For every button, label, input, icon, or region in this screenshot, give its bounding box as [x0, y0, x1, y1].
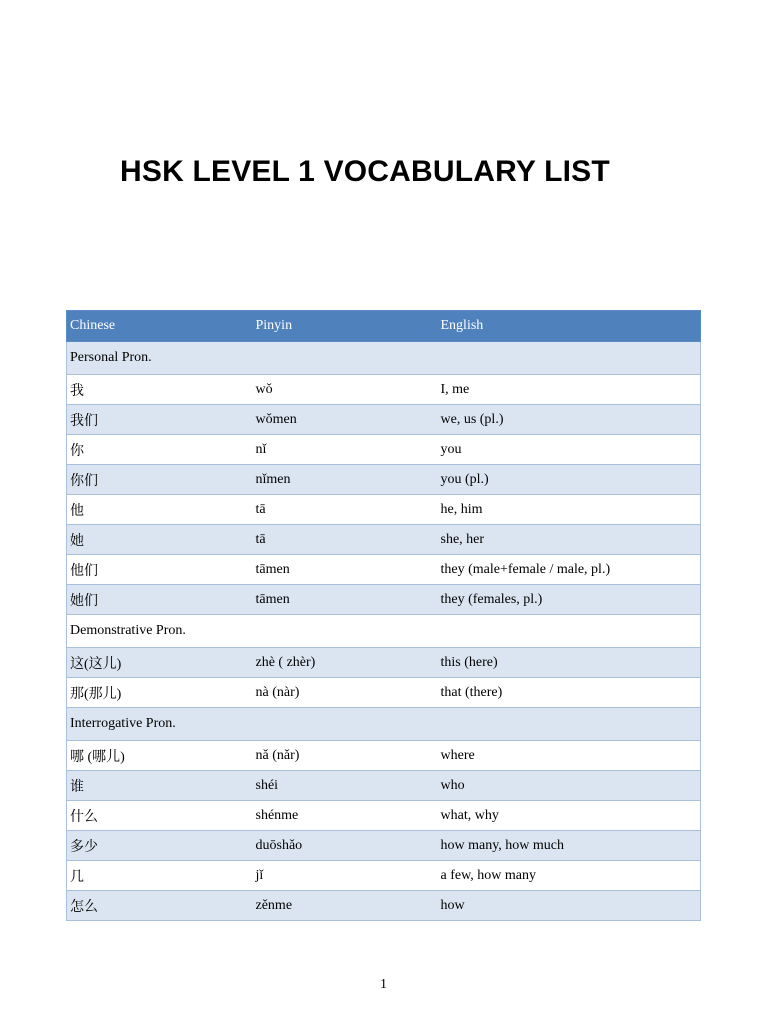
pinyin-cell: shéi	[253, 771, 438, 801]
pinyin-cell: zěnme	[253, 891, 438, 921]
english-cell: I, me	[438, 375, 701, 405]
vocabulary-table	[66, 310, 701, 921]
empty-cell	[438, 615, 701, 648]
table-row	[67, 831, 701, 861]
chinese-cell: 谁	[67, 771, 253, 801]
pinyin-cell: duōshǎo	[253, 831, 438, 861]
table-row	[67, 678, 701, 708]
pinyin-cell: zhè ( zhèr)	[253, 648, 438, 678]
english-cell: you (pl.)	[438, 465, 701, 495]
chinese-cell: 他	[67, 495, 253, 525]
table-row	[67, 801, 701, 831]
pinyin-cell: shénme	[253, 801, 438, 831]
table-row	[67, 405, 701, 435]
english-cell: he, him	[438, 495, 701, 525]
table-row	[67, 648, 701, 678]
document-title: HSK LEVEL 1 VOCABULARY LIST	[120, 155, 610, 188]
english-cell: what, why	[438, 801, 701, 831]
table-row	[67, 465, 701, 495]
english-cell: she, her	[438, 525, 701, 555]
pinyin-cell: nà (nàr)	[253, 678, 438, 708]
table-row	[67, 585, 701, 615]
pinyin-cell: nǐmen	[253, 465, 438, 495]
table-row	[67, 891, 701, 921]
column-header-english: English	[438, 311, 701, 342]
pinyin-cell: nǎ (nǎr)	[253, 741, 438, 771]
page-number: 1	[380, 977, 387, 992]
table-row	[67, 861, 701, 891]
english-cell: you	[438, 435, 701, 465]
empty-cell	[438, 342, 701, 375]
empty-cell	[253, 708, 438, 741]
section-label: Demonstrative Pron.	[67, 615, 253, 648]
pinyin-cell: wǒmen	[253, 405, 438, 435]
header-row	[67, 311, 701, 342]
chinese-cell: 几	[67, 861, 253, 891]
empty-cell	[253, 615, 438, 648]
english-cell: they (male+female / male, pl.)	[438, 555, 701, 585]
chinese-cell: 怎么	[67, 891, 253, 921]
empty-cell	[253, 342, 438, 375]
chinese-cell: 他们	[67, 555, 253, 585]
chinese-cell: 你们	[67, 465, 253, 495]
section-label: Interrogative Pron.	[67, 708, 253, 741]
table-body	[67, 342, 701, 921]
english-cell: they (females, pl.)	[438, 585, 701, 615]
pinyin-cell: tāmen	[253, 555, 438, 585]
chinese-cell: 什么	[67, 801, 253, 831]
table-row	[67, 525, 701, 555]
pinyin-cell: tāmen	[253, 585, 438, 615]
table-row	[67, 375, 701, 405]
chinese-cell: 她们	[67, 585, 253, 615]
english-cell: a few, how many	[438, 861, 701, 891]
english-cell: how many, how much	[438, 831, 701, 861]
section-row	[67, 615, 701, 648]
chinese-cell: 她	[67, 525, 253, 555]
column-header-pinyin: Pinyin	[253, 311, 438, 342]
section-label: Personal Pron.	[67, 342, 253, 375]
chinese-cell: 我们	[67, 405, 253, 435]
pinyin-cell: tā	[253, 525, 438, 555]
english-cell: how	[438, 891, 701, 921]
section-row	[67, 342, 701, 375]
chinese-cell: 我	[67, 375, 253, 405]
english-cell: we, us (pl.)	[438, 405, 701, 435]
table-row	[67, 771, 701, 801]
table-row	[67, 495, 701, 525]
pinyin-cell: wǒ	[253, 375, 438, 405]
english-cell: who	[438, 771, 701, 801]
table-row	[67, 435, 701, 465]
english-cell: this (here)	[438, 648, 701, 678]
table-header	[67, 311, 701, 342]
pinyin-cell: jǐ	[253, 861, 438, 891]
english-cell: that (there)	[438, 678, 701, 708]
chinese-cell: 多少	[67, 831, 253, 861]
table-row	[67, 555, 701, 585]
pinyin-cell: tā	[253, 495, 438, 525]
chinese-cell: 那(那儿)	[67, 678, 253, 708]
chinese-cell: 哪 (哪儿)	[67, 741, 253, 771]
pinyin-cell: nǐ	[253, 435, 438, 465]
column-header-chinese: Chinese	[67, 311, 253, 342]
table-row	[67, 741, 701, 771]
chinese-cell: 你	[67, 435, 253, 465]
english-cell: where	[438, 741, 701, 771]
section-row	[67, 708, 701, 741]
empty-cell	[438, 708, 701, 741]
chinese-cell: 这(这儿)	[67, 648, 253, 678]
